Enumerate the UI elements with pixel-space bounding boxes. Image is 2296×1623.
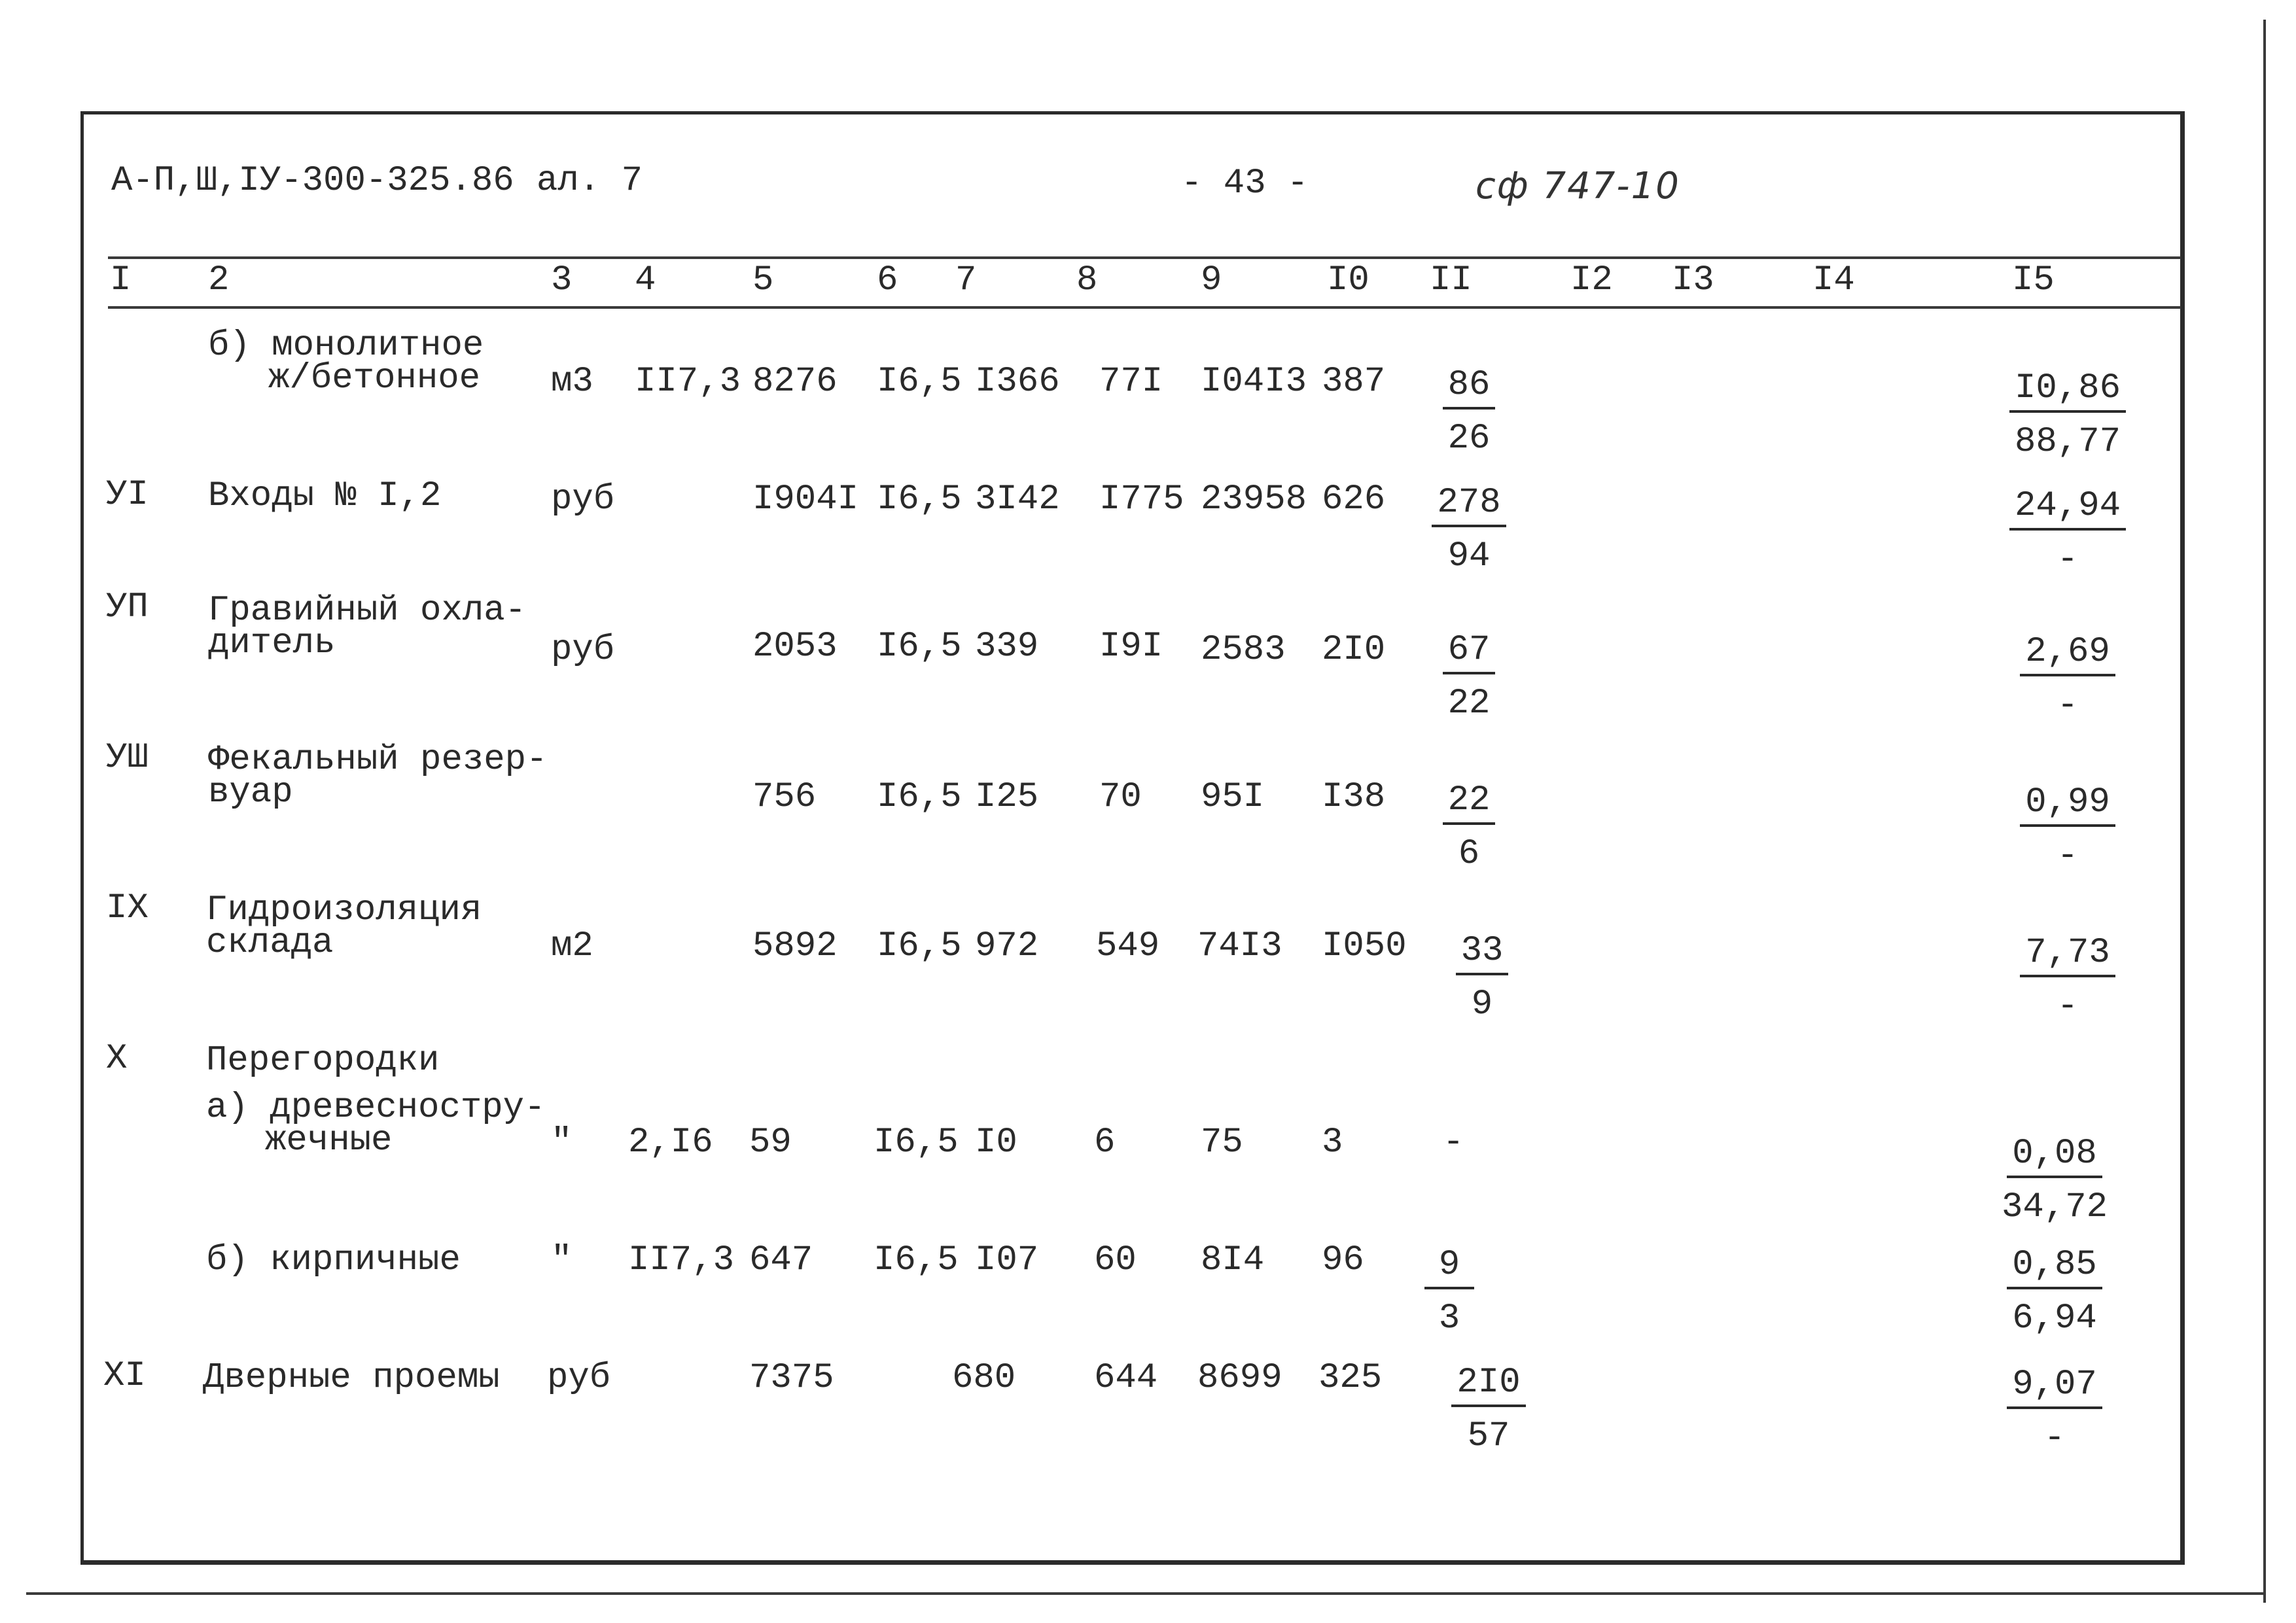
row-unit: " [551, 1240, 573, 1280]
header-top-rule [108, 256, 2181, 259]
row-name-line2: дитель [208, 623, 336, 663]
row-col11-fraction [1407, 484, 1531, 576]
row-name-line1: б) монолитное [208, 326, 484, 366]
row-col7: 339 [975, 627, 1039, 667]
fraction-numerator: 0,85 [2007, 1246, 2102, 1289]
row-col7: I25 [975, 777, 1039, 817]
col-11: II [1430, 260, 1472, 300]
row-name-line1: Входы № I,2 [208, 476, 442, 516]
row-col9: 95I [1201, 777, 1265, 817]
col-2: 2 [208, 260, 230, 300]
sheet-label: ал. 7 [537, 161, 643, 201]
fraction-numerator: 0,08 [2007, 1135, 2102, 1178]
col-6: 6 [877, 260, 898, 300]
row-col6: I6,5 [877, 777, 962, 817]
row-number: УШ [106, 738, 149, 778]
handwritten-stamp: сф 747-10 [1475, 165, 1680, 207]
row-number: X [106, 1039, 128, 1079]
row-col5: 8276 [752, 362, 838, 402]
row-col8: 6 [1094, 1123, 1116, 1162]
row-col11-fraction [1407, 782, 1531, 873]
col-1: I [110, 260, 132, 300]
row-col15-fraction [1989, 784, 2146, 875]
fraction-denominator: 88,77 [2014, 422, 2121, 462]
row-col11-fraction [1387, 1246, 1511, 1338]
row-col5: 647 [749, 1240, 813, 1280]
row-col9: 8I4 [1201, 1240, 1265, 1280]
fraction-numerator: 9 [1424, 1246, 1474, 1289]
row-col10: 2I0 [1322, 630, 1386, 670]
fraction-denominator: - [2057, 986, 2079, 1026]
row-number: УI [106, 475, 149, 515]
row-number: XI [103, 1356, 146, 1396]
fraction-denominator: - [2057, 540, 2079, 580]
row-number: УП [106, 587, 149, 627]
row-col10: 325 [1318, 1358, 1383, 1398]
row-name-line2: жечные [265, 1121, 393, 1161]
row-col8: 60 [1094, 1240, 1137, 1280]
fraction-denominator: 3 [1438, 1299, 1460, 1338]
row-col8: 70 [1099, 777, 1142, 817]
row-col4: II7,3 [628, 1240, 735, 1280]
row-col9: 2583 [1201, 630, 1286, 670]
row-col10: 626 [1322, 480, 1386, 519]
row-name-line1: Перегородки [206, 1041, 440, 1081]
col-13: I3 [1672, 260, 1714, 300]
row-col6: I6,5 [874, 1123, 959, 1162]
col-15: I5 [2012, 260, 2055, 300]
fraction-numerator: 67 [1443, 631, 1496, 674]
col-7: 7 [955, 260, 977, 300]
row-col5: 2053 [752, 627, 838, 667]
row-col6: I6,5 [874, 1240, 959, 1280]
row-name-line1: а) древесностру- [206, 1088, 546, 1128]
row-col15-fraction [1989, 487, 2146, 579]
bottom-edge-line [26, 1592, 2264, 1595]
row-col7: I07 [975, 1240, 1039, 1280]
col-3: 3 [551, 260, 573, 300]
fraction-denominator: - [2043, 1418, 2066, 1458]
page-number: - 43 - [1181, 164, 1309, 203]
row-col6: I6,5 [877, 480, 962, 519]
row-name-line1: б) кирпичные [206, 1240, 461, 1280]
row-col4: 2,I6 [628, 1123, 713, 1162]
row-col6: I6,5 [877, 926, 962, 966]
row-col10: 96 [1322, 1240, 1364, 1280]
fraction-numerator: 86 [1443, 366, 1496, 410]
fraction-denominator: 57 [1467, 1416, 1510, 1456]
row-col11-fraction [1407, 366, 1531, 458]
row-col11-fraction [1420, 932, 1544, 1024]
fraction-numerator: 9,07 [2007, 1366, 2102, 1409]
row-col6: I6,5 [877, 362, 962, 402]
row-col7: I366 [975, 362, 1060, 402]
right-edge-line [2263, 20, 2266, 1603]
row-name-line2: ж/бетонное [268, 358, 481, 398]
fraction-numerator: 22 [1443, 782, 1496, 825]
row-col15-fraction [1989, 370, 2146, 461]
row-col7: 680 [952, 1358, 1016, 1398]
fraction-denominator: - [2057, 836, 2079, 876]
fraction-denominator: 6 [1458, 834, 1480, 874]
row-col7: 3I42 [975, 480, 1060, 519]
row-name-line1: Фекальный резер- [208, 740, 548, 780]
header-bottom-rule [108, 306, 2181, 309]
row-col5: I904I [752, 480, 859, 519]
col-4: 4 [635, 260, 656, 300]
col-12: I2 [1570, 260, 1613, 300]
row-col8: I775 [1099, 480, 1184, 519]
col-14: I4 [1812, 260, 1855, 300]
row-unit: руб [551, 480, 615, 519]
row-name-line1: Гидроизоляция [206, 890, 482, 930]
fraction-denominator: 22 [1447, 684, 1491, 724]
row-name-line2: склада [206, 923, 334, 963]
fraction-denominator: 34,72 [2001, 1187, 2108, 1227]
row-name-line1: Дверные проемы [203, 1358, 500, 1398]
row-unit: руб [551, 630, 615, 670]
col-5: 5 [752, 260, 774, 300]
document-code: А-П,Ш,IУ-300-325.86 [111, 161, 514, 201]
row-col5: 5892 [752, 926, 838, 966]
row-number: IX [106, 888, 149, 928]
fraction-denominator: 9 [1471, 985, 1493, 1024]
fraction-numerator: 0,99 [2020, 784, 2115, 827]
row-col10: 387 [1322, 362, 1386, 402]
fraction-denominator: 94 [1447, 536, 1491, 576]
fraction-numerator: 7,73 [2020, 934, 2115, 977]
row-col8: 77I [1099, 362, 1163, 402]
fraction-numerator: 33 [1456, 932, 1509, 975]
row-unit: руб [547, 1358, 611, 1398]
row-col10: I38 [1322, 777, 1386, 817]
row-col15-fraction [1976, 1135, 2133, 1227]
row-col4: II7,3 [635, 362, 741, 402]
col-10: I0 [1327, 260, 1369, 300]
fraction-denominator: - [2057, 686, 2079, 725]
row-unit: м3 [551, 362, 593, 402]
col-8: 8 [1076, 260, 1098, 300]
row-unit: м2 [551, 926, 593, 966]
fraction-numerator: 2I0 [1451, 1364, 1525, 1407]
row-col5: 7375 [749, 1358, 834, 1398]
row-col9: I04I3 [1201, 362, 1307, 402]
row-col15-fraction [1976, 1366, 2133, 1457]
row-name-line1: Гравийный охла- [208, 591, 527, 631]
row-col11-dash: - [1443, 1123, 1464, 1162]
fraction-denominator: 26 [1447, 419, 1491, 459]
row-col5: 59 [749, 1123, 792, 1162]
fraction-numerator: 278 [1432, 484, 1506, 527]
row-name-line2: вуар [208, 773, 293, 812]
row-col15-fraction [1989, 633, 2146, 725]
row-col15-fraction [1976, 1246, 2133, 1338]
row-col8: I9I [1099, 627, 1163, 667]
row-col15-fraction [1989, 934, 2146, 1026]
row-col11-fraction [1407, 631, 1531, 723]
fraction-numerator: 2,69 [2020, 633, 2115, 676]
col-9: 9 [1201, 260, 1222, 300]
fraction-numerator: 24,94 [2009, 487, 2126, 531]
row-col9: 75 [1201, 1123, 1243, 1162]
row-col8: 549 [1096, 926, 1160, 966]
row-col10: I050 [1322, 926, 1407, 966]
row-col9: 23958 [1201, 480, 1307, 519]
row-col9: 8699 [1197, 1358, 1282, 1398]
row-col10: 3 [1322, 1123, 1343, 1162]
row-unit: " [551, 1123, 573, 1162]
fraction-numerator: I0,86 [2009, 370, 2126, 413]
row-col7: 972 [975, 926, 1039, 966]
row-col7: I0 [975, 1123, 1017, 1162]
row-col6: I6,5 [877, 627, 962, 667]
fraction-denominator: 6,94 [2012, 1299, 2097, 1338]
row-col5: 756 [752, 777, 817, 817]
row-col9: 74I3 [1197, 926, 1282, 966]
row-col8: 644 [1094, 1358, 1158, 1398]
row-col11-fraction [1420, 1364, 1557, 1456]
